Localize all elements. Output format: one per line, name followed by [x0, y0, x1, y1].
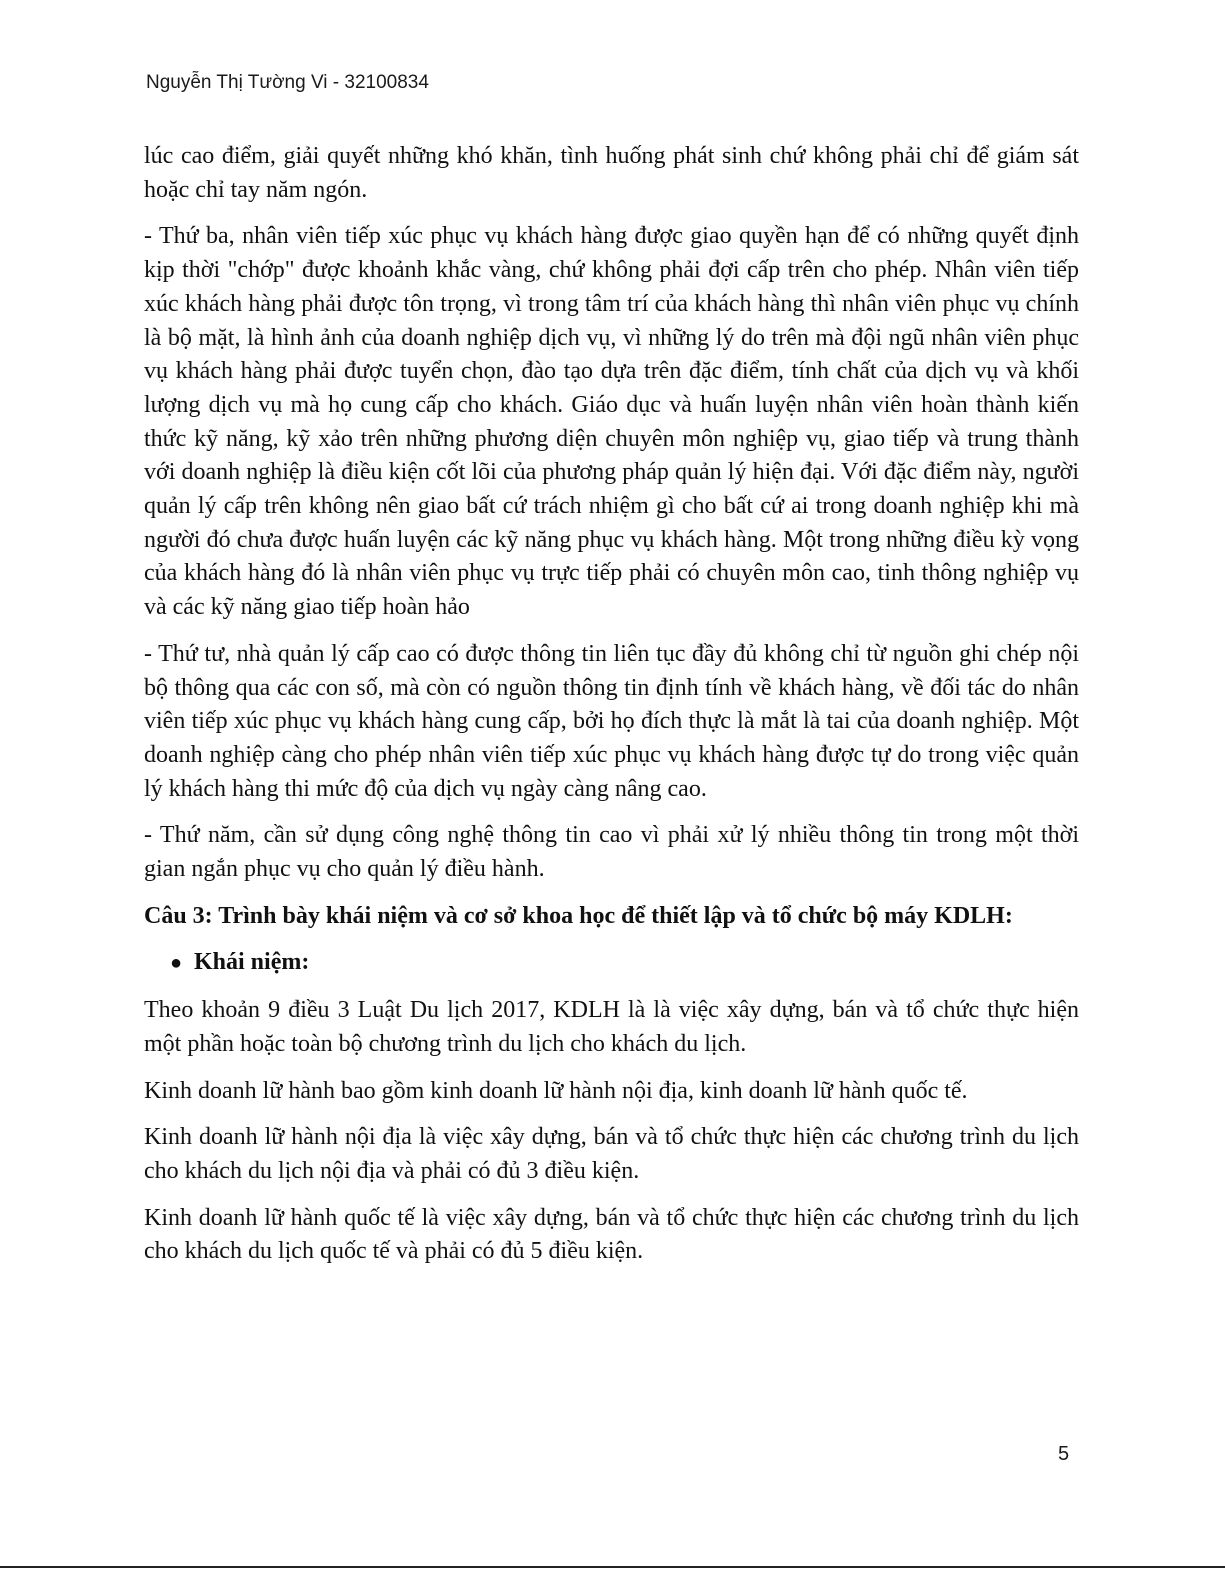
bullet-dot-icon: ● [170, 952, 183, 975]
paragraph-definition: Theo khoản 9 điều 3 Luật Du lịch 2017, KDLH là là việc xây dựng, bán và tổ chức thực hiện một phần hoặc toàn bộ chương trình du lịch cho khách du lịch. [144, 997, 1079, 1057]
bottom-divider [0, 1566, 1225, 1568]
bullet-khai-niem [144, 946, 1079, 981]
paragraph-domestic: Kinh doanh lữ hành nội địa là việc xây dựng, bán và tổ chức thực hiện các chương trình du lịch cho khách du lịch nội địa và phải có đủ 3 điều kiện. [144, 1124, 1079, 1184]
paragraph-continuation: lúc cao điểm, giải quyết những khó khăn, tình huống phát sinh chứ không phải chỉ để giám sát hoặc chỉ tay năm ngón. [144, 143, 1079, 203]
page-number: 5 [1058, 1443, 1070, 1465]
paragraph-types: Kinh doanh lữ hành bao gồm kinh doanh lữ hành nội địa, kinh doanh lữ hành quốc tế. [144, 1077, 968, 1104]
page-header-author: Nguyễn Thị Tường Vi - 32100834 [146, 72, 429, 93]
paragraph-thu-tu: - Thứ tư, nhà quản lý cấp cao có được thông tin liên tục đầy đủ không chỉ từ nguồn ghi chép nội bộ thông qua các con số, mà còn có nguồn thông tin định tính về khách hàng, về đối tác do nhân viên tiếp xúc phục vụ khách hàng cung cấp, bởi họ đích thực là mắt là tai của doanh nghiệp. Một doanh nghiệp càng cho phép nhân viên tiếp xúc phục vụ khách hàng được tự do trong việc quản lý khách hàng thi mức độ của dịch vụ ngày càng nâng cao. [144, 640, 1079, 802]
paragraph-thu-ba: - Thứ ba, nhân viên tiếp xúc phục vụ khách hàng được giao quyền hạn để có những quyết định kịp thời "chớp" được khoảnh khắc vàng, chứ không phải đợi cấp trên cho phép. Nhân viên tiếp xúc khách hàng phải được tôn trọng, vì trong tâm trí của khách hàng thì nhân viên phục vụ chính là bộ mặt, là hình ảnh của doanh nghiệp dịch vụ, vì những lý do trên mà đội ngũ nhân viên phục vụ khách hàng phải được tuyển chọn, đào tạo dựa trên đặc điểm, tính chất của dịch vụ và khối lượng dịch vụ mà họ cung cấp cho khách. Giáo dục và huấn luyện nhân viên hoàn thành kiến thức kỹ năng, kỹ xảo trên những phương diện chuyên môn nghiệp vụ, giao tiếp và trung thành với doanh nghiệp là điều kiện cốt lõi của phương pháp quản lý hiện đại. Với đặc điểm này, người quản lý cấp trên không nên giao bất cứ trách nhiệm gì cho bất cứ ai trong doanh nghiệp khi mà người đó chưa được huấn luyện các kỹ năng phục vụ khách hàng. Một trong những điều kỳ vọng của khách hàng đó là nhân viên phục vụ trực tiếp phải có chuyên môn cao, tinh thông nghiệp vụ và các kỹ năng giao tiếp hoàn hảo [144, 223, 1079, 621]
section-heading-cau-3: Câu 3: Trình bày khái niệm và cơ sở khoa học để thiết lập và tổ chức bộ máy KDLH: [144, 902, 1013, 929]
paragraph-thu-nam: - Thứ năm, cần sử dụng công nghệ thông tin cao vì phải xử lý nhiều thông tin trong một thời gian ngắn phục vụ cho quản lý điều hành. [144, 822, 1079, 883]
document-body [144, 140, 1079, 1269]
paragraph-international: Kinh doanh lữ hành quốc tế là việc xây dựng, bán và tổ chức thực hiện các chương trình du lịch cho khách du lịch quốc tế và phải có đủ 5 điều kiện. [144, 1204, 1079, 1265]
bullet-label: Khái niệm: [194, 949, 310, 976]
